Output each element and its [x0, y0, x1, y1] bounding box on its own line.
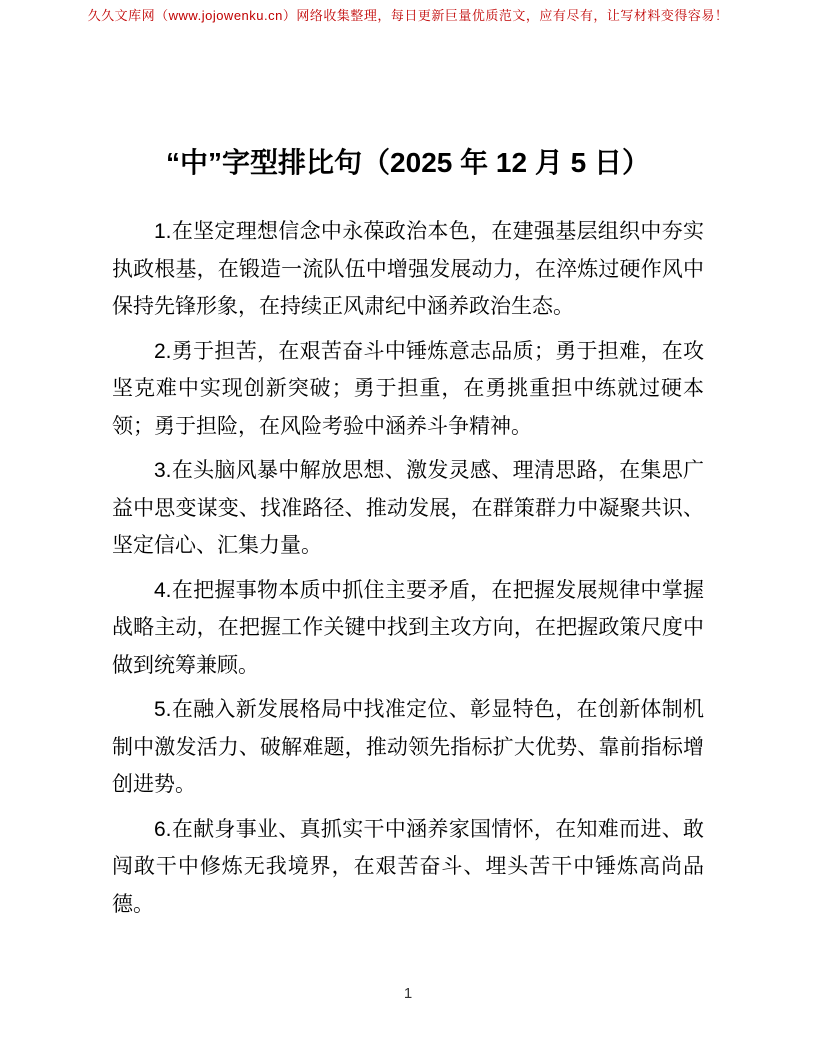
- paragraph-6: 6.在献身事业、真抓实干中涵养家国情怀，在知难而进、敢闯敢干中修炼无我境界，在艰苦奋斗、埋头苦干中锤炼高尚品德。: [112, 817, 704, 916]
- paragraph-2: 2.勇于担苦，在艰苦奋斗中锤炼意志品质；勇于担难，在攻坚克难中实现创新突破；勇于担重，在勇挑重担中练就过硬本领；勇于担险，在风险考验中涵养斗争精神。: [112, 339, 704, 438]
- paragraph-5: 5.在融入新发展格局中找准定位、彰显特色，在创新体制机制中激发活力、破解难题，推动领先指标扩大优势、靠前指标增创进势。: [112, 698, 704, 796]
- paragraph-3: 3.在头脑风暴中解放思想、激发灵感、理清思路，在集思广益中思变谋变、找准路径、推动发展，在群策群力中凝聚共识、坚定信心、汇集力量。: [112, 459, 704, 557]
- document-body: [112, 0, 704, 930]
- page-title: “中”字型排比句（2025 年 12 月 5 日）: [166, 147, 650, 178]
- page-number: 1: [403, 985, 413, 1002]
- paragraph-1: 1.在坚定理想信念中永葆政治本色，在建强基层组织中夯实执政根基，在锻造一流队伍中增强发展动力，在淬炼过硬作风中保持先锋形象，在持续正风肃纪中涵养政治生态。: [112, 220, 704, 318]
- paragraph-list: [112, 213, 704, 923]
- paragraph-4: 4.在把握事物本质中抓住主要矛盾，在把握发展规律中掌握战略主动，在把握工作关键中找到主攻方向，在把握政策尺度中做到统筹兼顾。: [112, 578, 704, 677]
- site-watermark-header: 久久文库网（www.jojowenku.cn）网络收集整理，每日更新巨量优质范文，应有尽有，让写材料变得容易！: [87, 8, 729, 23]
